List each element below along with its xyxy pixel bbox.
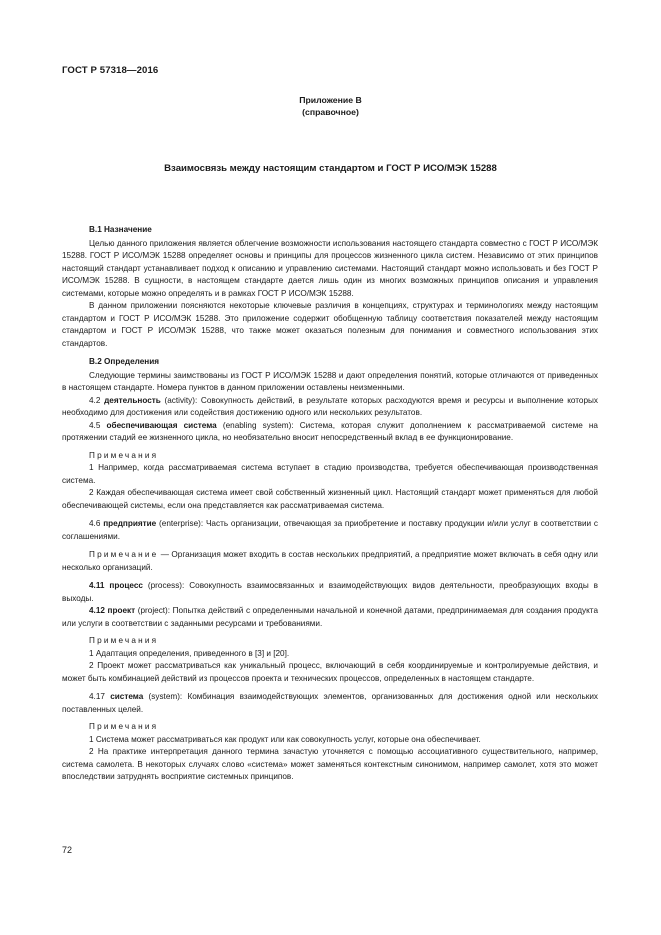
term-number: 4.11 [89, 581, 105, 590]
document-body [62, 224, 598, 784]
note-item: 1 Система может рассматриваться как продукт или как совокупность услуг, которые она обеспечивает. [89, 734, 481, 744]
appendix-subtitle: (справочное) [302, 107, 359, 117]
note-text: — Организация может входить в состав нескольких предприятий, а предприятие может включать в себя одну или несколько организаций. [62, 550, 598, 572]
definition-4-2 [62, 395, 598, 420]
term-definition: (activity): Совокупность действий, в результате которых расходуются время и ресурсы и выполнение которых необходимо для достижения или содействия достижению одного или нескольких результатов. [62, 395, 598, 417]
notes-heading: Примечания [89, 722, 159, 731]
definition-4-5 [62, 420, 598, 445]
term-number: 4.6 [89, 519, 101, 528]
term: обеспечивающая система [106, 420, 217, 430]
note-item: 2 Проект может рассматриваться как уникальный процесс, включающий в себя координируемые и контролируемые действия, и может быть комбинацией действий из процессов проекта и технических процессов, определенных в настоящем стандарте. [62, 661, 598, 683]
page-title: Взаимосвязь между настоящим стандартом и ГОСТ Р ИСО/МЭК 15288 [164, 163, 497, 174]
term-definition: (project): Попытка действий с определенными начальной и конечной датами, предпринимаемая для создания продукта или услуги в соответствии с заданными ресурсами и требованиями. [62, 606, 598, 628]
term-number: 4.5 [89, 420, 101, 430]
section-heading-b1: В.1 Назначение [89, 225, 152, 234]
note-item: 2 Каждая обеспечивающая система имеет свой собственный жизненный цикл. Настоящий стандарт может применяться для любой обеспечивающей системы, если она представляется как рассматриваемая система. [62, 488, 598, 510]
note-label: Примечание [89, 550, 159, 559]
term-definition: (process): Совокупность взаимосвязанных и взаимодействующих видов деятельности, преобразующих входы в выходы. [62, 581, 598, 603]
term-number: 4.12 [89, 606, 105, 615]
term: деятельность [104, 395, 161, 405]
note-item: 1 Например, когда рассматриваемая система вступает в стадию производства, требуется обеспечивающая производственная система. [62, 463, 598, 485]
term-definition: (enabling system): Система, которая служит дополнением к рассматриваемой системе на протяжении стадий ее жизненного цикла, но необязательно вносит непосредственный вклад в ее функционирование. [62, 420, 598, 442]
definition-4-17 [62, 691, 598, 716]
term: проект [107, 606, 136, 615]
definition-4-12 [62, 605, 598, 630]
section-heading-b2: В.2 Определения [89, 357, 160, 366]
term-number: 4.2 [89, 395, 101, 405]
term-definition: (enterprise): Часть организации, отвечающая за приобретение и поставку продукции и/или услуг в соответствии с соглашениями. [62, 519, 598, 541]
page-number: 72 [62, 845, 73, 855]
paragraph: В данном приложении поясняются некоторые ключевые различия в концепциях, структурах и терминологиях между настоящим стандартом и ГОСТ Р ИСО/МЭК 15288. Это приложение содержит обобщенную таблицу соответствия показателей между настоящим стандартом и ГОСТ Р ИСО/МЭК 15288, что также может оказаться полезным для понимания и совместного использования этих стандартов. [62, 301, 598, 348]
term: система [110, 692, 144, 701]
notes-heading: Примечания [89, 450, 159, 460]
term: процесс [109, 581, 143, 590]
paragraph: Следующие термины заимствованы из ГОСТ Р ИСО/МЭК 15288 и дают определения понятий, которые отличаются от приведенных в настоящем стандарте. Номера пунктов в данном приложении оставлены неизменными. [62, 370, 598, 392]
note-item: 1 Адаптация определения, приведенного в [3] и [20]. [89, 648, 290, 658]
appendix-title: Приложение В [299, 95, 362, 105]
note-item: 2 На практике интерпретация данного термина зачастую уточняется с помощью ассоциативного существительного, например, система самолета. В некоторых случаях слово «система» может заменяться контекстным синонимом, например самолет, хотя это может впоследствии затруднять восприятие системных принципов. [62, 747, 598, 781]
definition-4-11 [62, 580, 598, 605]
term: предприятие [103, 519, 157, 528]
term-definition: (system): Комбинация взаимодействующих элементов, организованных для достижения одной или нескольких поставленных целей. [62, 692, 598, 714]
paragraph: Целью данного приложения является облегчение возможности использования настоящего стандарта совместно с ГОСТ Р ИСО/МЭК 15288. ГОСТ Р ИСО/МЭК 15288 определяет основы и принципы для процессов жизненного цикла систем. Независимо от этих принципов настоящий стандарт устанавливает подход к описанию и управлению системами. Настоящий стандарт можно использовать и без ГОСТ Р ИСО/МЭК 15288. В сущности, в настоящем стандарте дается лишь один из многих возможных принципов описания и управления системами, которые можно определять и в рамках ГОСТ Р ИСО/МЭК 15288. [62, 238, 598, 298]
document-header: ГОСТ Р 57318—2016 [62, 65, 159, 76]
note-single [62, 549, 598, 574]
definition-4-6 [62, 518, 598, 543]
notes-heading: Примечания [89, 636, 159, 645]
term-number: 4.17 [89, 692, 105, 701]
